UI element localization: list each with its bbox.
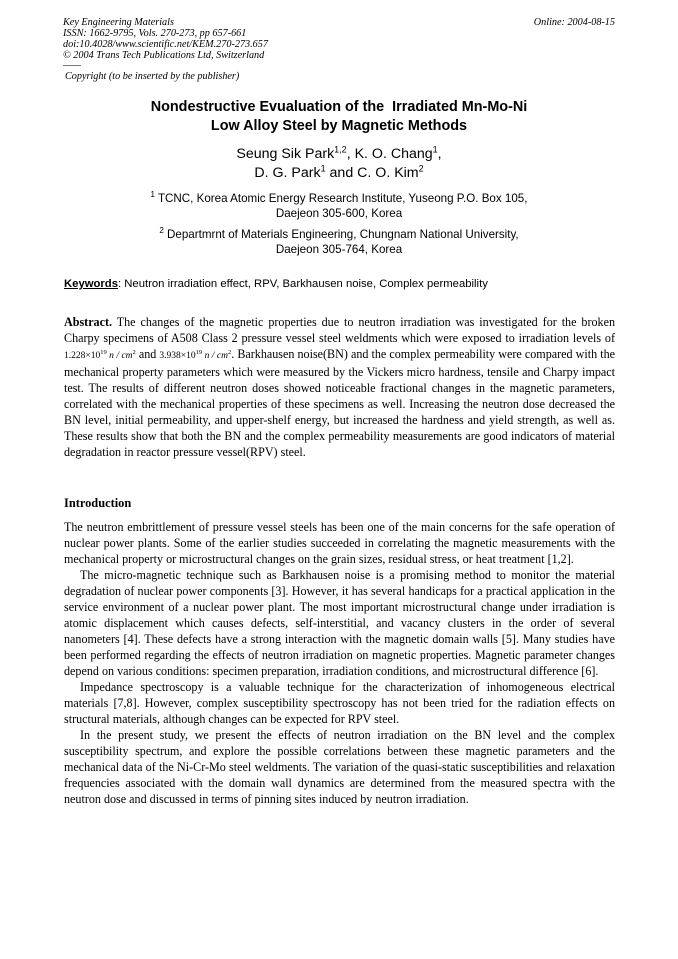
paragraph: In the present study, we present the effects of neutron irradiation on the BN level and the complex susceptibility spectrum, and explore the possible correlations between these magnetic parameters and the mechanical data of the Ni-Cr-Mo steel weldments. The variation of the quasi-static susceptibilities and relaxation frequencies associated with the domain wall dynamics are determined from the measured spectra with the neutron dose and discussed in terms of pinning sites induced by neutron irradiation. [64, 728, 615, 806]
paragraph: Impedance spectroscopy is a valuable technique for the characterization of inhomogeneous electrical materials [7,8]. However, complex susceptibility spectroscopy has not been tried for the radiation effects on structural materials, although changes can be expected for RPV steel. [64, 680, 615, 726]
author-separator: , [437, 146, 442, 162]
online-date: Online: 2004-08-15 [533, 17, 615, 28]
abstract-label: Abstract. [64, 315, 113, 329]
author-list [64, 145, 614, 183]
abstract [64, 314, 615, 460]
abstract-text: The changes of the magnetic properties due to neutron irradiation was investigated for the broken Charpy specimens of A508 Class 2 pressure vessel steel weldments which were exposed to irradiation levels of [64, 315, 615, 345]
paper-title [64, 98, 614, 136]
title-line-2: Low Alloy Steel by Magnetic Methods [210, 118, 468, 134]
affiliation-text: TCNC, Korea Atomic Energy Research Institute, Yuseong P.O. Box 105, [154, 192, 528, 205]
author-affiliation-mark: 1,2 [334, 144, 347, 155]
introduction-body [64, 519, 615, 807]
author-line-2 [64, 164, 614, 183]
keywords [64, 277, 624, 291]
author-line-1 [64, 145, 614, 164]
abstract-text: and [135, 347, 160, 361]
affiliation-city: Daejeon 305-764, Korea [275, 243, 403, 256]
dose-formula-2: $3.938\times 10^{19}$ n / $cm^2$ [159, 348, 232, 361]
author-name: D. G. Park [254, 165, 321, 181]
publisher-line: © 2004 Trans Tech Publications Ltd, Switzerland [63, 50, 265, 61]
journal-name: Key Engineering Materials [63, 17, 174, 28]
keywords-label: Keywords [64, 278, 118, 290]
author-name: , K. O. Chang [346, 146, 433, 162]
affiliation-mark: 1 [150, 190, 155, 200]
affiliation-city: Daejeon 305-600, Korea [275, 207, 403, 220]
author-affiliation-mark: 1 [432, 144, 438, 155]
affiliation-text: Departmrnt of Materials Engineering, Chungnam National University, [163, 228, 519, 241]
affiliation-1 [64, 191, 614, 221]
keywords-text: : Neutron irradiation effect, RPV, Barkhausen noise, Complex permeability [118, 278, 488, 290]
section-heading-introduction: Introduction [64, 496, 132, 510]
issn-line: ISSN: 1662-9795, Vols. 270-273, pp 657-661 [63, 28, 247, 39]
author-name: Seung Sik Park [236, 146, 335, 162]
affiliation-mark: 2 [159, 226, 164, 236]
author-affiliation-mark: 1 [320, 163, 326, 174]
header-divider [63, 65, 81, 66]
author-name: and C. O. Kim [325, 165, 419, 181]
dose-formula-1: $1.228\times 10^{19}$ n / $cm^2$ [64, 348, 136, 361]
paragraph: The micro-magnetic technique such as Barkhausen noise is a promising method to monitor the material degradation of nuclear power components [3]. However, it has several handicaps for a practical application in the service environment of a nuclear power plant. The most important microstructural change under irradiation is atomic displacement which causes defects, self-interstitial, and vacancy clusters in the order of several nanometers [4]. These defects have a strong interaction with the magnetic domain walls [5]. Many studies have been performed regarding the effects of neutron irradiation on magnetic properties. Magnetic parameter changes depend on various conditions: specimen preparation, irradiation conditions, and microstructural difference [6]. [64, 568, 615, 678]
author-affiliation-mark: 2 [418, 163, 424, 174]
title-line-1: Nondestructive Evualuation of the Irradiated Mn-Mo-Ni [150, 99, 528, 115]
affiliation-2 [64, 227, 614, 257]
doi-line: doi:10.4028/www.scientific.net/KEM.270-273.657 [63, 39, 268, 50]
abstract-text: . Barkhausen noise(BN) and the complex permeability were compared with the mechanical property parameters which were measured by the Vickers micro hardness, tensile and Charpy impact test. The results of different neutron doses showed noticeable fractional changes in the magnetic parameters, correlated with the mechanical properties of these specimens as well. Increasing the neutron dose decreased the BN level, initial permeability, and upper-shelf energy, but increased the hardness and yield strength, as well as. These results show that both the BN and the complex permeability measurements are good indicators of material degradation in reactor pressure vessel(RPV) steel. [64, 347, 616, 459]
copyright-note: Copyright (to be inserted by the publisher) [65, 71, 240, 82]
journal-header [63, 17, 483, 61]
paragraph: The neutron embrittlement of pressure vessel steels has been one of the main concerns for the safe operation of nuclear power plants. Some of the earlier studies succeeded in correlating the magnetic measurements with the mechanical property or microstructural changes on the grain sizes, residual stress, or heat treatment [1,2]. [64, 520, 615, 566]
